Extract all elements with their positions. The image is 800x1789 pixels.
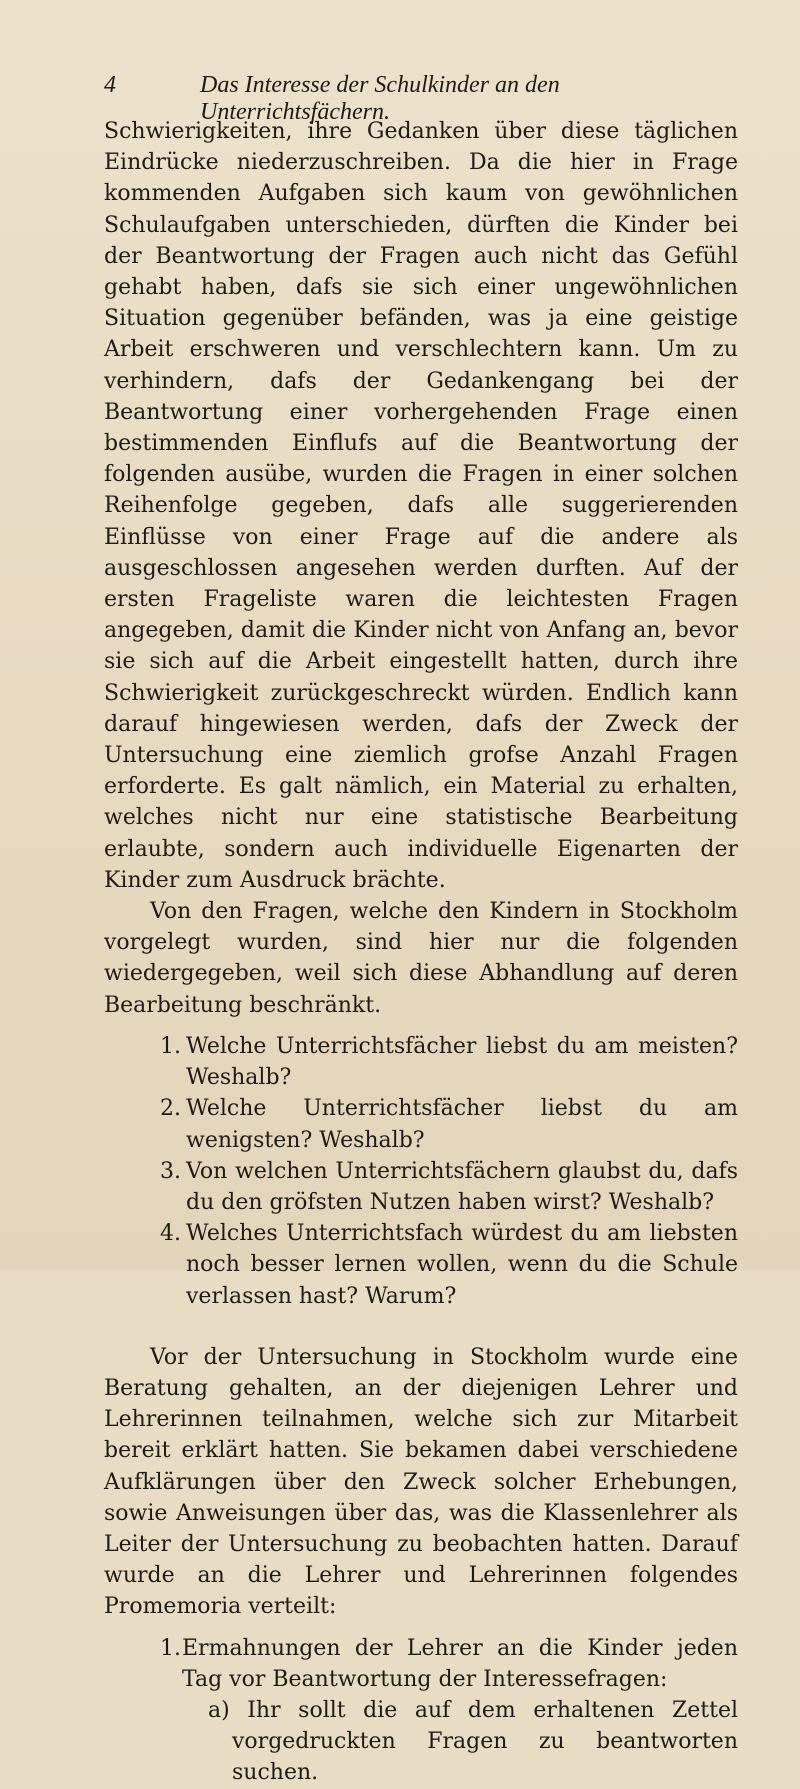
paragraph-1: Schwierigkeiten, ihre Gedanken über diese täglichen Eindrücke niederzuschreiben. Da die hier in Frage kommenden Aufgaben sich kaum von gewöhnlichen Schulaufgaben unterschieden, dürften die Kinder bei der Beantwortung der Fragen auch nicht das Gefühl gehabt haben, dafs sie sich einer ungewöhnlichen Situation gegenüber befänden, was ja eine geistige Arbeit erschweren und verschlechtern kann. Um zu verhindern, dafs der Gedankengang bei der Beantwortung einer vorhergehenden Frage einen bestimmenden Einflufs auf die Beantwortung der folgenden ausübe, wurden die Fragen in einer solchen Reihenfolge gegeben, dafs alle suggerierenden Einflüsse von einer Frage auf die andere als ausgeschlossen angesehen werden durften. Auf der ersten Frageliste waren die leichtesten Fragen angegeben, damit die Kinder nicht von Anfang an, bevor sie sich auf die Arbeit eingestellt hatten, durch ihre Schwierigkeit zurückgeschreckt würden. Endlich kann darauf hingewiesen werden, dafs der Zweck der Untersuchung eine ziemlich grofse Anzahl Fragen erforderte. Es galt nämlich, ein Material zu erhalten, welches nicht nur eine statistische Bearbeitung erlaubte, sondern auch individuelle Eigenarten der Kinder zum Ausdruck brächte.: [104, 119, 738, 893]
paragraph-2: Von den Fragen, welche den Kindern in Stockholm vorgelegt wurden, sind hier nur die folgenden wiedergegeben, weil sich diese Abhandlung auf deren Bearbeitung beschränkt.: [104, 899, 738, 1018]
question-text: Von welchen Unterrichtsfächern glaubst du, dafs du den gröfsten Nutzen haben wirst? Weshalb?: [186, 1158, 738, 1215]
question-item: [160, 1093, 738, 1155]
question-text: Welches Unterrichtsfach würdest du am liebsten noch besser lernen wollen, wenn du die Schule verlassen hast? Warum?: [186, 1221, 738, 1309]
section-gap: [104, 1312, 738, 1342]
question-number: 1.: [160, 1033, 181, 1059]
question-text: Welche Unterrichtsfächer liebst du am wenigsten? Weshalb?: [186, 1096, 738, 1153]
question-item: [160, 1218, 738, 1312]
question-item: [160, 1156, 738, 1218]
question-text: Welche Unterrichtsfächer liebst du am meisten? Weshalb?: [186, 1033, 738, 1091]
promemoria-item-1: [104, 1633, 738, 1695]
question-number: 2.: [160, 1096, 181, 1122]
paragraph-3: Vor der Untersuchung in Stockholm wurde eine Beratung gehalten, an der diejenigen Lehrer und Lehrerinnen teilnahmen, welche sich zur Mitarbeit bereit erklärt hatten. Sie bekamen dabei verschiedene Aufklärungen über den Zweck solcher Erhebungen, sowie Anweisungen über das, was die Klassenlehrer als Leiter der Untersuchung zu beobachten hatten. Darauf wurde an die Lehrer und Lehrerinnen folgendes Promemoria verteilt:: [104, 1344, 738, 1620]
question-number: 4.: [160, 1221, 181, 1247]
body-text: [104, 116, 738, 1789]
promemoria-number: 1.: [160, 1635, 181, 1661]
promemoria-item-1a: a) Ihr sollt die auf dem erhaltenen Zettel vorgedruckten Fragen zu beantworten suchen.: [208, 1697, 738, 1786]
question-item: [160, 1031, 738, 1093]
question-number: 3.: [160, 1158, 181, 1184]
page-header: [104, 72, 738, 125]
page-number: 4: [104, 72, 116, 98]
promemoria-text: Ermahnungen der Lehrer an die Kinder jeden Tag vor Beantwortung der Interessefragen:: [182, 1635, 738, 1692]
running-title: Das Interesse der Schulkinder an den Unterrichtsfächern.: [200, 72, 560, 125]
